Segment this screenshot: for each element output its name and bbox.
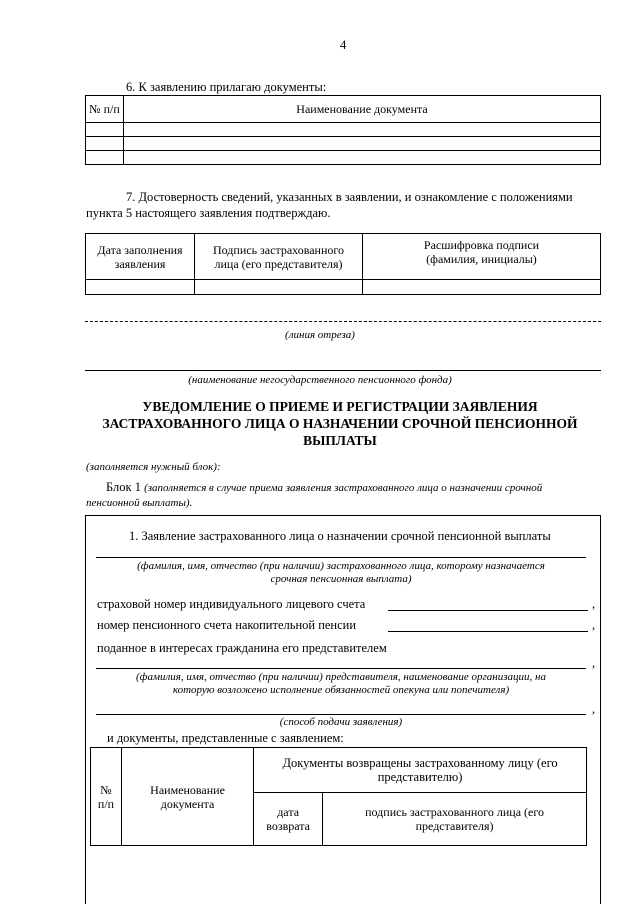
returned-docs-table: [90, 747, 587, 846]
col-date-header: Дата заполнения заявления: [86, 234, 195, 280]
table-cell: [124, 137, 601, 151]
section7-text-line1: 7. Достоверность сведений, указанных в заявлении, и ознакомление с положениями: [126, 190, 573, 204]
snils-input-line[interactable]: [388, 610, 588, 611]
cut-line-caption-wrap: [0, 329, 640, 342]
table-cell: [86, 151, 124, 165]
docs-col-name: Наименование документа: [122, 748, 254, 846]
notice-title-line3: ВЫПЛАТЫ: [303, 433, 377, 448]
representative-line[interactable]: [96, 668, 586, 669]
account-comma: ,: [592, 618, 596, 632]
method-comma: ,: [592, 702, 596, 716]
notice-title-line2: ЗАСТРАХОВАННОГО ЛИЦА О НАЗНАЧЕНИИ СРОЧНОЙ ПЕНСИОННОЙ: [102, 416, 578, 431]
block1-item1: 1. Заявление застрахованного лица о назначении срочной пенсионной выплаты: [129, 529, 551, 543]
col-sign-header: Подпись застрахованного лица (его представителя): [195, 234, 363, 280]
account-label: номер пенсионного счета накопительной пенсии: [97, 618, 357, 632]
cut-line: [85, 321, 601, 322]
block1-heading: [106, 480, 542, 495]
block1-label: Блок 1: [106, 480, 141, 494]
docs-col-return-date-label: дата возврата: [266, 805, 310, 833]
docs-col-sign: подпись застрахованного лица (его представителя): [323, 793, 587, 846]
representative-comma: ,: [592, 656, 596, 670]
docs-col-return-date: [254, 793, 323, 846]
method-line[interactable]: [96, 714, 586, 715]
method-caption: (способ подачи заявления): [279, 716, 403, 728]
filed-label: поданное в интересах гражданина его представителем: [97, 641, 387, 655]
section7-text-line2: пункта 5 настоящего заявления подтверждаю.: [86, 206, 331, 220]
block1-note-line2: пенсионной выплаты).: [86, 497, 193, 509]
representative-caption: [96, 671, 586, 697]
fio-caption: [96, 560, 586, 586]
rep-caption-line1: (фамилия, имя, отчество (при наличии) представителя, наименование организации, на: [136, 671, 546, 683]
notice-title: [80, 398, 600, 449]
col-num-header: № п/п: [86, 96, 124, 123]
cut-line-caption: (линия отреза): [285, 329, 355, 341]
fund-caption: (наименование негосударственного пенсионного фонда): [188, 374, 452, 386]
table-cell: [124, 151, 601, 165]
table-cell: [195, 280, 363, 295]
snils-label: страховой номер индивидуального лицевого счета: [97, 597, 366, 611]
docs-col-num-label: № п/п: [97, 782, 115, 811]
table-cell: [86, 137, 124, 151]
col-name-header: Наименование документа: [124, 96, 601, 123]
col-decode-header: Расшифровка подписи (фамилия, инициалы): [363, 234, 601, 280]
account-input-line[interactable]: [388, 631, 588, 632]
fio-line: [96, 557, 586, 558]
snils-comma: ,: [592, 597, 596, 611]
docs-col-num: [91, 748, 122, 846]
notice-title-line1: УВЕДОМЛЕНИЕ О ПРИЕМЕ И РЕГИСТРАЦИИ ЗАЯВЛЕНИЯ: [142, 399, 538, 414]
rep-caption-line2: которую возложено исполнение обязанностей опекуна или попечителя): [172, 684, 510, 696]
page-number: 4: [340, 38, 347, 52]
block1-note-line1: (заполняется в случае приема заявления застрахованного лица о назначении срочной: [144, 482, 543, 494]
fio-caption-line2: срочная пенсионная выплата): [270, 573, 412, 585]
fio-caption-line1: (фамилия, имя, отчество (при наличии) застрахованного лица, которому назначается: [137, 560, 545, 572]
section6-heading: 6. К заявлению прилагаю документы:: [126, 80, 327, 94]
confirmation-table: [85, 233, 601, 295]
fund-name-line: [85, 370, 601, 371]
table-cell: [363, 280, 601, 295]
table-cell: [124, 123, 601, 137]
table-cell: [86, 123, 124, 137]
fund-caption-wrap: [0, 374, 640, 387]
fill-note: (заполняется нужный блок):: [86, 461, 221, 473]
attachments-table: [85, 95, 601, 165]
table-cell: [86, 280, 195, 295]
docs-col-returned: Документы возвращены застрахованному лицу (его представителю): [254, 748, 587, 793]
docs-intro: и документы, представленные с заявлением:: [107, 731, 344, 745]
